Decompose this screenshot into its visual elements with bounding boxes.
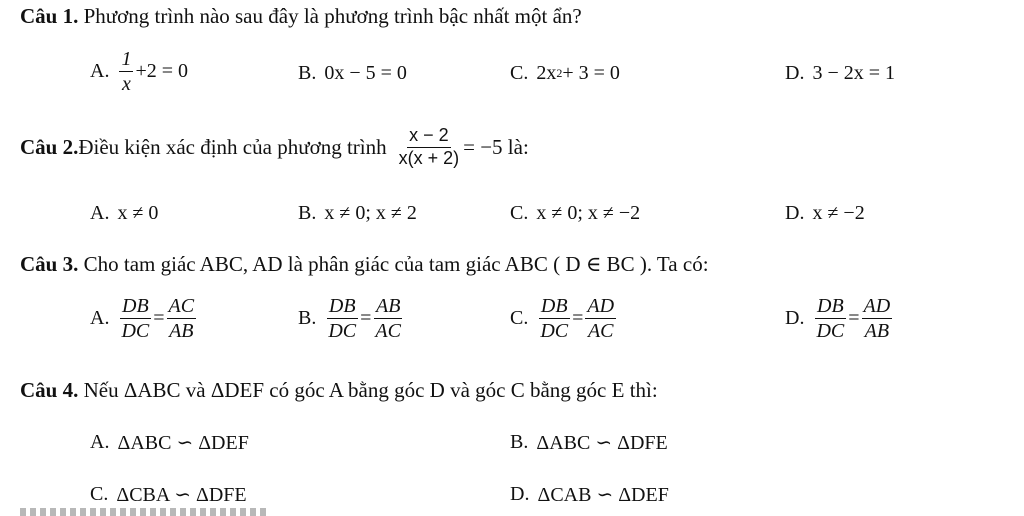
- cut-off-next-line: [20, 508, 270, 516]
- q4-option-a[interactable]: A. ΔABC ∽ ΔDEF: [90, 431, 249, 454]
- q4-option-d[interactable]: D. ΔCAB ∽ ΔDEF: [510, 483, 669, 506]
- question-1-label: Câu 1.: [20, 4, 79, 28]
- question-4-text: Nếu ΔABC và ΔDEF có góc A bằng góc D và góc C bằng góc E thì:: [78, 378, 658, 402]
- question-3-text: Cho tam giác ABC, AD là phân giác của tam giác ABC ( D ∈ BC ). Ta có:: [78, 252, 709, 276]
- question-2-label: Câu 2.: [20, 134, 79, 159]
- question-1: [20, 4, 582, 29]
- q4-option-c[interactable]: C. ΔCBA ∽ ΔDFE: [90, 483, 247, 506]
- q1-option-d[interactable]: D. 3 − 2x = 1: [785, 62, 896, 84]
- q3-option-b[interactable]: B. $\frac{DB}{DC}$ = $\frac{AB}{AC}$: [298, 295, 401, 342]
- q3-option-c[interactable]: C. $\frac{DB}{DC}$ = $\frac{AD}{AC}$: [510, 295, 615, 342]
- question-3: [20, 252, 709, 277]
- question-4-label: Câu 4.: [20, 378, 79, 402]
- q3-option-d[interactable]: D. $\frac{DB}{DC}$ = $\frac{AD}{AB}$: [785, 295, 891, 342]
- q1-option-a[interactable]: A. $\frac{1}{x}$ +2 = 0: [90, 48, 189, 95]
- q1-option-b[interactable]: B. 0x − 5 = 0: [298, 62, 407, 84]
- q2-option-a[interactable]: A. x ≠ 0: [90, 202, 159, 224]
- q2-option-c[interactable]: C. x ≠ 0; x ≠ −2: [510, 202, 641, 224]
- question-1-text: Phương trình nào sau đây là phương trình bậc nhất một ẩn?: [78, 4, 582, 28]
- q1-a-fraction: $\frac{1}{x}$: [121, 48, 132, 95]
- q1-option-c[interactable]: C. 2x 2 + 3 = 0: [510, 62, 620, 84]
- question-4: [20, 378, 658, 403]
- q2-option-b[interactable]: B. x ≠ 0; x ≠ 2: [298, 202, 417, 224]
- q4-option-b[interactable]: B. ΔABC ∽ ΔDFE: [510, 431, 668, 454]
- question-2: [20, 126, 529, 169]
- q2-fraction: $\frac{x - 2}{x(x + 2)}$: [398, 125, 460, 168]
- question-2-after: = −5 là:: [463, 134, 529, 159]
- q2-option-d[interactable]: D. x ≠ −2: [785, 202, 865, 224]
- q3-option-a[interactable]: A. $\frac{DB}{DC}$ = $\frac{AC}{AB}$: [90, 295, 195, 342]
- question-3-label: Câu 3.: [20, 252, 79, 276]
- question-2-text: Điều kiện xác định của phương trình: [78, 134, 387, 159]
